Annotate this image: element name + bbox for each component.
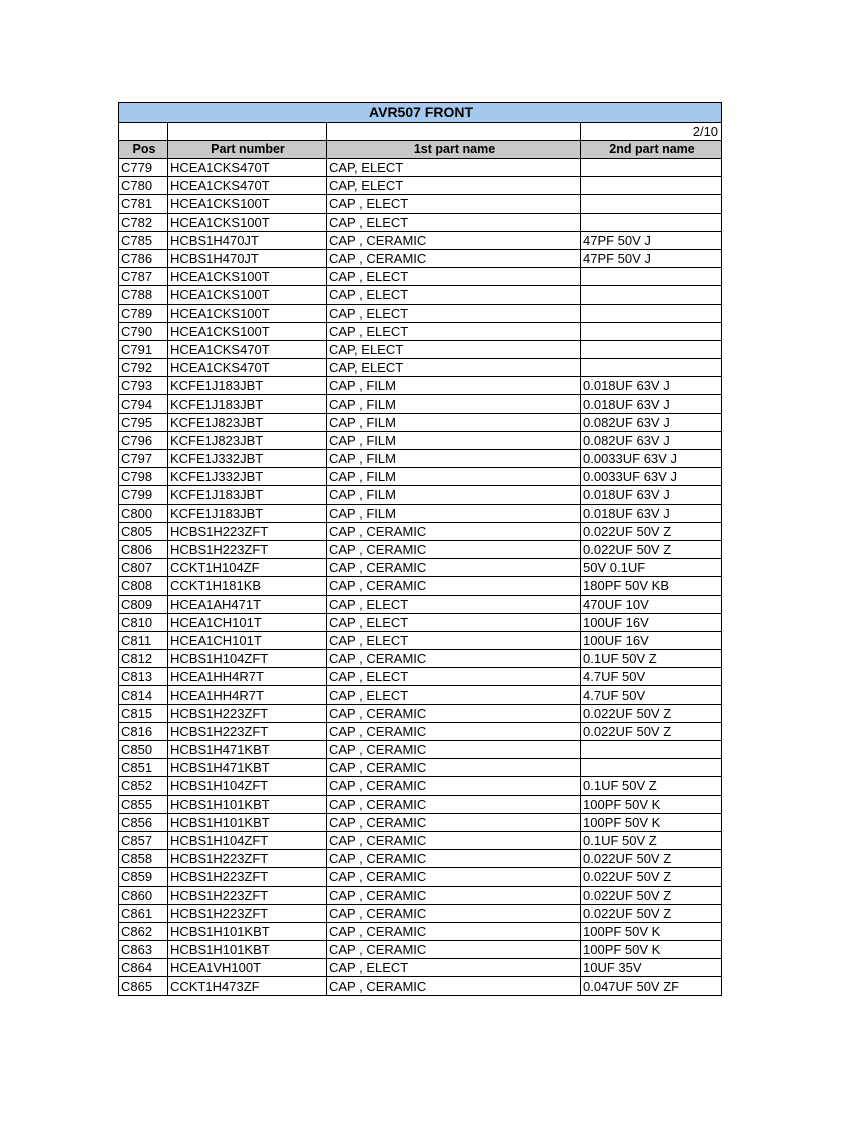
cell-first-part-name: CAP , CERAMIC (327, 231, 581, 249)
cell-second-part-name: 0.022UF 50V Z (581, 704, 722, 722)
cell-first-part-name: CAP , CERAMIC (327, 977, 581, 995)
cell-first-part-name: CAP , CERAMIC (327, 795, 581, 813)
cell-second-part-name (581, 286, 722, 304)
cell-part-number: HCBS1H101KBT (168, 922, 327, 940)
table-row (119, 340, 722, 358)
cell-part-number: CCKT1H104ZF (168, 559, 327, 577)
cell-second-part-name: 0.018UF 63V J (581, 377, 722, 395)
cell-part-number: HCEA1CH101T (168, 613, 327, 631)
cell-first-part-name: CAP , CERAMIC (327, 904, 581, 922)
cell-pos: C780 (119, 177, 168, 195)
cell-part-number: HCBS1H223ZFT (168, 522, 327, 540)
cell-second-part-name (581, 322, 722, 340)
cell-second-part-name: 0.022UF 50V Z (581, 522, 722, 540)
cell-part-number: HCBS1H223ZFT (168, 868, 327, 886)
cell-pos: C785 (119, 231, 168, 249)
cell-first-part-name: CAP , ELECT (327, 286, 581, 304)
cell-part-number: CCKT1H473ZF (168, 977, 327, 995)
cell-first-part-name: CAP , ELECT (327, 686, 581, 704)
page-indicator: 2/10 (581, 123, 722, 141)
table-row (119, 195, 722, 213)
cell-pos: C864 (119, 959, 168, 977)
cell-part-number: HCEA1CKS100T (168, 268, 327, 286)
document-title: AVR507 FRONT (119, 103, 722, 123)
cell-first-part-name: CAP , CERAMIC (327, 741, 581, 759)
cell-pos: C811 (119, 631, 168, 649)
page-row-blank-cell (119, 123, 168, 141)
table-row (119, 922, 722, 940)
table-row (119, 941, 722, 959)
cell-pos: C861 (119, 904, 168, 922)
page-row-blank-cell (168, 123, 327, 141)
cell-first-part-name: CAP , CERAMIC (327, 722, 581, 740)
table-row (119, 668, 722, 686)
cell-pos: C860 (119, 886, 168, 904)
cell-pos: C808 (119, 577, 168, 595)
cell-pos: C788 (119, 286, 168, 304)
cell-pos: C798 (119, 468, 168, 486)
table-row (119, 904, 722, 922)
cell-second-part-name (581, 741, 722, 759)
cell-first-part-name: CAP , ELECT (327, 268, 581, 286)
cell-first-part-name: CAP , CERAMIC (327, 777, 581, 795)
cell-second-part-name: 4.7UF 50V (581, 686, 722, 704)
table-row (119, 231, 722, 249)
cell-second-part-name: 47PF 50V J (581, 249, 722, 267)
table-row (119, 850, 722, 868)
cell-part-number: HCEA1HH4R7T (168, 668, 327, 686)
cell-second-part-name: 0.082UF 63V J (581, 413, 722, 431)
cell-part-number: HCBS1H101KBT (168, 941, 327, 959)
cell-pos: C790 (119, 322, 168, 340)
cell-second-part-name: 0.018UF 63V J (581, 395, 722, 413)
table-row (119, 813, 722, 831)
cell-pos: C855 (119, 795, 168, 813)
cell-second-part-name: 180PF 50V KB (581, 577, 722, 595)
cell-pos: C796 (119, 431, 168, 449)
table-row (119, 522, 722, 540)
cell-second-part-name: 100PF 50V K (581, 922, 722, 940)
table-row (119, 322, 722, 340)
cell-part-number: HCEA1VH100T (168, 959, 327, 977)
table-row (119, 359, 722, 377)
cell-pos: C858 (119, 850, 168, 868)
cell-first-part-name: CAP , FILM (327, 468, 581, 486)
cell-part-number: KCFE1J183JBT (168, 486, 327, 504)
table-row (119, 159, 722, 177)
cell-second-part-name (581, 340, 722, 358)
cell-pos: C795 (119, 413, 168, 431)
cell-first-part-name: CAP , ELECT (327, 304, 581, 322)
table-row (119, 650, 722, 668)
cell-first-part-name: CAP , CERAMIC (327, 922, 581, 940)
cell-part-number: HCBS1H470JT (168, 231, 327, 249)
cell-part-number: KCFE1J183JBT (168, 504, 327, 522)
cell-part-number: KCFE1J332JBT (168, 468, 327, 486)
cell-part-number: HCBS1H101KBT (168, 813, 327, 831)
cell-first-part-name: CAP , CERAMIC (327, 813, 581, 831)
table-row (119, 377, 722, 395)
table-row (119, 722, 722, 740)
cell-pos: C807 (119, 559, 168, 577)
cell-first-part-name: CAP, ELECT (327, 359, 581, 377)
cell-first-part-name: CAP, ELECT (327, 340, 581, 358)
table-row (119, 504, 722, 522)
table-row (119, 304, 722, 322)
cell-first-part-name: CAP , ELECT (327, 959, 581, 977)
cell-part-number: KCFE1J823JBT (168, 431, 327, 449)
cell-pos: C862 (119, 922, 168, 940)
cell-part-number: HCEA1CKS470T (168, 340, 327, 358)
cell-first-part-name: CAP , FILM (327, 486, 581, 504)
cell-first-part-name: CAP , ELECT (327, 213, 581, 231)
cell-pos: C856 (119, 813, 168, 831)
table-row (119, 249, 722, 267)
table-row (119, 268, 722, 286)
cell-second-part-name (581, 359, 722, 377)
cell-first-part-name: CAP , ELECT (327, 322, 581, 340)
table-row (119, 795, 722, 813)
cell-pos: C814 (119, 686, 168, 704)
cell-part-number: KCFE1J332JBT (168, 450, 327, 468)
cell-second-part-name: 0.082UF 63V J (581, 431, 722, 449)
cell-pos: C800 (119, 504, 168, 522)
cell-second-part-name: 0.022UF 50V Z (581, 886, 722, 904)
table-row (119, 595, 722, 613)
cell-pos: C787 (119, 268, 168, 286)
cell-part-number: HCEA1CKS100T (168, 195, 327, 213)
table-row (119, 540, 722, 558)
column-header-first-part-name: 1st part name (327, 141, 581, 159)
table-row (119, 868, 722, 886)
cell-pos: C859 (119, 868, 168, 886)
cell-second-part-name: 0.1UF 50V Z (581, 831, 722, 849)
table-row (119, 741, 722, 759)
cell-part-number: HCBS1H471KBT (168, 759, 327, 777)
table-row (119, 450, 722, 468)
cell-first-part-name: CAP , FILM (327, 431, 581, 449)
table-row (119, 468, 722, 486)
cell-second-part-name: 0.022UF 50V Z (581, 722, 722, 740)
cell-first-part-name: CAP , FILM (327, 413, 581, 431)
cell-second-part-name: 470UF 10V (581, 595, 722, 613)
cell-first-part-name: CAP , ELECT (327, 631, 581, 649)
cell-part-number: HCBS1H470JT (168, 249, 327, 267)
cell-second-part-name: 4.7UF 50V (581, 668, 722, 686)
column-header-pos: Pos (119, 141, 168, 159)
cell-part-number: HCBS1H104ZFT (168, 650, 327, 668)
cell-pos: C850 (119, 741, 168, 759)
cell-pos: C863 (119, 941, 168, 959)
table-row (119, 777, 722, 795)
cell-pos: C781 (119, 195, 168, 213)
cell-part-number: KCFE1J183JBT (168, 395, 327, 413)
cell-second-part-name: 0.0033UF 63V J (581, 468, 722, 486)
cell-first-part-name: CAP , ELECT (327, 195, 581, 213)
table-row (119, 431, 722, 449)
cell-part-number: HCBS1H471KBT (168, 741, 327, 759)
table-row (119, 977, 722, 995)
table-row (119, 886, 722, 904)
cell-pos: C805 (119, 522, 168, 540)
cell-second-part-name: 100PF 50V K (581, 941, 722, 959)
cell-second-part-name (581, 177, 722, 195)
cell-second-part-name: 0.018UF 63V J (581, 486, 722, 504)
cell-part-number: HCBS1H104ZFT (168, 831, 327, 849)
cell-first-part-name: CAP , ELECT (327, 668, 581, 686)
cell-part-number: HCEA1CKS100T (168, 322, 327, 340)
cell-pos: C791 (119, 340, 168, 358)
cell-pos: C797 (119, 450, 168, 468)
cell-first-part-name: CAP , CERAMIC (327, 759, 581, 777)
cell-first-part-name: CAP , CERAMIC (327, 850, 581, 868)
cell-second-part-name: 100PF 50V K (581, 795, 722, 813)
cell-part-number: KCFE1J183JBT (168, 377, 327, 395)
cell-second-part-name (581, 268, 722, 286)
page-row (119, 123, 722, 141)
table-row (119, 213, 722, 231)
table-row (119, 613, 722, 631)
table-row (119, 559, 722, 577)
cell-second-part-name: 0.022UF 50V Z (581, 850, 722, 868)
table-row (119, 959, 722, 977)
cell-pos: C794 (119, 395, 168, 413)
table-row (119, 686, 722, 704)
table-row (119, 577, 722, 595)
cell-second-part-name (581, 759, 722, 777)
cell-first-part-name: CAP , ELECT (327, 595, 581, 613)
cell-second-part-name: 10UF 35V (581, 959, 722, 977)
cell-second-part-name (581, 159, 722, 177)
cell-first-part-name: CAP , CERAMIC (327, 941, 581, 959)
cell-second-part-name: 0.022UF 50V Z (581, 904, 722, 922)
cell-first-part-name: CAP , CERAMIC (327, 540, 581, 558)
cell-pos: C812 (119, 650, 168, 668)
cell-part-number: HCEA1CKS470T (168, 359, 327, 377)
cell-part-number: HCEA1CKS470T (168, 177, 327, 195)
cell-pos: C857 (119, 831, 168, 849)
cell-pos: C779 (119, 159, 168, 177)
cell-first-part-name: CAP , CERAMIC (327, 868, 581, 886)
cell-pos: C813 (119, 668, 168, 686)
table-row (119, 704, 722, 722)
cell-pos: C799 (119, 486, 168, 504)
cell-first-part-name: CAP , FILM (327, 450, 581, 468)
table-row (119, 631, 722, 649)
table-row (119, 177, 722, 195)
cell-pos: C809 (119, 595, 168, 613)
cell-first-part-name: CAP , FILM (327, 377, 581, 395)
parts-list-body (119, 103, 722, 996)
cell-part-number: HCBS1H223ZFT (168, 886, 327, 904)
cell-pos: C786 (119, 249, 168, 267)
cell-second-part-name: 47PF 50V J (581, 231, 722, 249)
cell-part-number: KCFE1J823JBT (168, 413, 327, 431)
column-header-part-number: Part number (168, 141, 327, 159)
table-row (119, 486, 722, 504)
table-row (119, 831, 722, 849)
cell-second-part-name: 0.1UF 50V Z (581, 777, 722, 795)
cell-second-part-name: 50V 0.1UF (581, 559, 722, 577)
cell-first-part-name: CAP , CERAMIC (327, 831, 581, 849)
page-row-blank-cell (327, 123, 581, 141)
cell-first-part-name: CAP , CERAMIC (327, 559, 581, 577)
cell-part-number: HCEA1CKS100T (168, 286, 327, 304)
cell-first-part-name: CAP , CERAMIC (327, 249, 581, 267)
cell-second-part-name: 0.0033UF 63V J (581, 450, 722, 468)
cell-first-part-name: CAP , CERAMIC (327, 577, 581, 595)
cell-first-part-name: CAP , FILM (327, 395, 581, 413)
cell-first-part-name: CAP , CERAMIC (327, 522, 581, 540)
cell-second-part-name: 100PF 50V K (581, 813, 722, 831)
cell-second-part-name: 100UF 16V (581, 613, 722, 631)
table-row (119, 413, 722, 431)
cell-second-part-name: 0.047UF 50V ZF (581, 977, 722, 995)
cell-part-number: CCKT1H181KB (168, 577, 327, 595)
column-header-row (119, 141, 722, 159)
cell-part-number: HCEA1AH471T (168, 595, 327, 613)
cell-part-number: HCBS1H104ZFT (168, 777, 327, 795)
table-row (119, 395, 722, 413)
cell-pos: C806 (119, 540, 168, 558)
cell-second-part-name: 0.018UF 63V J (581, 504, 722, 522)
cell-second-part-name (581, 304, 722, 322)
cell-pos: C810 (119, 613, 168, 631)
column-header-second-part-name: 2nd part name (581, 141, 722, 159)
cell-first-part-name: CAP , CERAMIC (327, 704, 581, 722)
table-row (119, 759, 722, 777)
cell-part-number: HCEA1CKS100T (168, 304, 327, 322)
cell-first-part-name: CAP , CERAMIC (327, 650, 581, 668)
cell-second-part-name: 100UF 16V (581, 631, 722, 649)
parts-list-table (118, 102, 722, 996)
cell-pos: C789 (119, 304, 168, 322)
cell-second-part-name: 0.1UF 50V Z (581, 650, 722, 668)
cell-first-part-name: CAP , CERAMIC (327, 886, 581, 904)
cell-part-number: HCEA1HH4R7T (168, 686, 327, 704)
cell-pos: C792 (119, 359, 168, 377)
cell-pos: C851 (119, 759, 168, 777)
cell-part-number: HCEA1CKS470T (168, 159, 327, 177)
cell-part-number: HCBS1H223ZFT (168, 540, 327, 558)
cell-pos: C815 (119, 704, 168, 722)
cell-second-part-name (581, 195, 722, 213)
table-row (119, 286, 722, 304)
cell-part-number: HCEA1CKS100T (168, 213, 327, 231)
cell-second-part-name: 0.022UF 50V Z (581, 868, 722, 886)
cell-part-number: HCBS1H223ZFT (168, 704, 327, 722)
cell-first-part-name: CAP , FILM (327, 504, 581, 522)
cell-part-number: HCEA1CH101T (168, 631, 327, 649)
cell-part-number: HCBS1H223ZFT (168, 850, 327, 868)
cell-pos: C782 (119, 213, 168, 231)
cell-part-number: HCBS1H223ZFT (168, 722, 327, 740)
cell-pos: C793 (119, 377, 168, 395)
cell-part-number: HCBS1H101KBT (168, 795, 327, 813)
cell-first-part-name: CAP , ELECT (327, 613, 581, 631)
cell-second-part-name (581, 213, 722, 231)
cell-first-part-name: CAP, ELECT (327, 177, 581, 195)
cell-second-part-name: 0.022UF 50V Z (581, 540, 722, 558)
cell-pos: C852 (119, 777, 168, 795)
cell-pos: C865 (119, 977, 168, 995)
cell-pos: C816 (119, 722, 168, 740)
cell-part-number: HCBS1H223ZFT (168, 904, 327, 922)
title-row (119, 103, 722, 123)
cell-first-part-name: CAP, ELECT (327, 159, 581, 177)
